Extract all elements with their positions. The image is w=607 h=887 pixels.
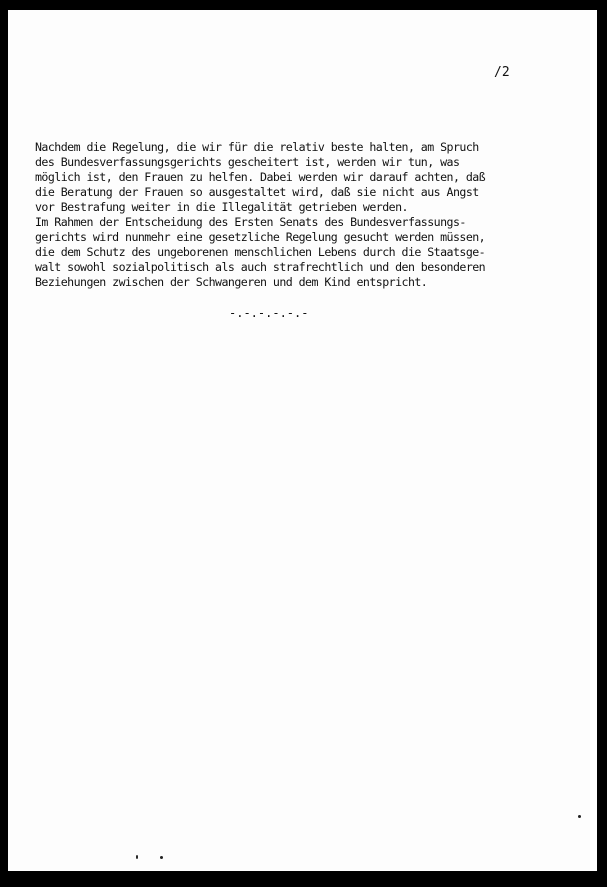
end-mark: -.-.-.-.-.- bbox=[229, 306, 309, 320]
text-line: gerichts wird nunmehr eine gesetzliche Regelung gesucht werden müssen, bbox=[35, 230, 486, 244]
document-page bbox=[8, 10, 597, 871]
text-line: die dem Schutz des ungeborenen menschlichen Lebens durch die Staatsge- bbox=[35, 245, 486, 259]
scan-speck bbox=[160, 856, 163, 859]
text-line: des Bundesverfassungsgerichts gescheitert ist, werden wir tun, was bbox=[35, 155, 460, 169]
text-line: Nachdem die Regelung, die wir für die relativ beste halten, am Spruch bbox=[35, 140, 479, 154]
page-number: /2 bbox=[494, 65, 510, 80]
text-line: möglich ist, den Frauen zu helfen. Dabei werden wir darauf achten, daß bbox=[35, 170, 486, 184]
paragraph-2 bbox=[35, 215, 575, 290]
text-line: vor Bestrafung weiter in die Illegalität getrieben werden. bbox=[35, 200, 408, 214]
text-line: Beziehungen zwischen der Schwangeren und dem Kind entspricht. bbox=[35, 275, 428, 289]
paragraph-1 bbox=[35, 140, 575, 215]
scan-speck bbox=[136, 855, 138, 859]
text-line: walt sowohl sozialpolitisch als auch strafrechtlich und den besonderen bbox=[35, 260, 486, 274]
text-line: Im Rahmen der Entscheidung des Ersten Senats des Bundesverfassungs- bbox=[35, 215, 466, 229]
text-line: die Beratung der Frauen so ausgestaltet wird, daß sie nicht aus Angst bbox=[35, 185, 479, 199]
scan-speck bbox=[578, 815, 581, 818]
